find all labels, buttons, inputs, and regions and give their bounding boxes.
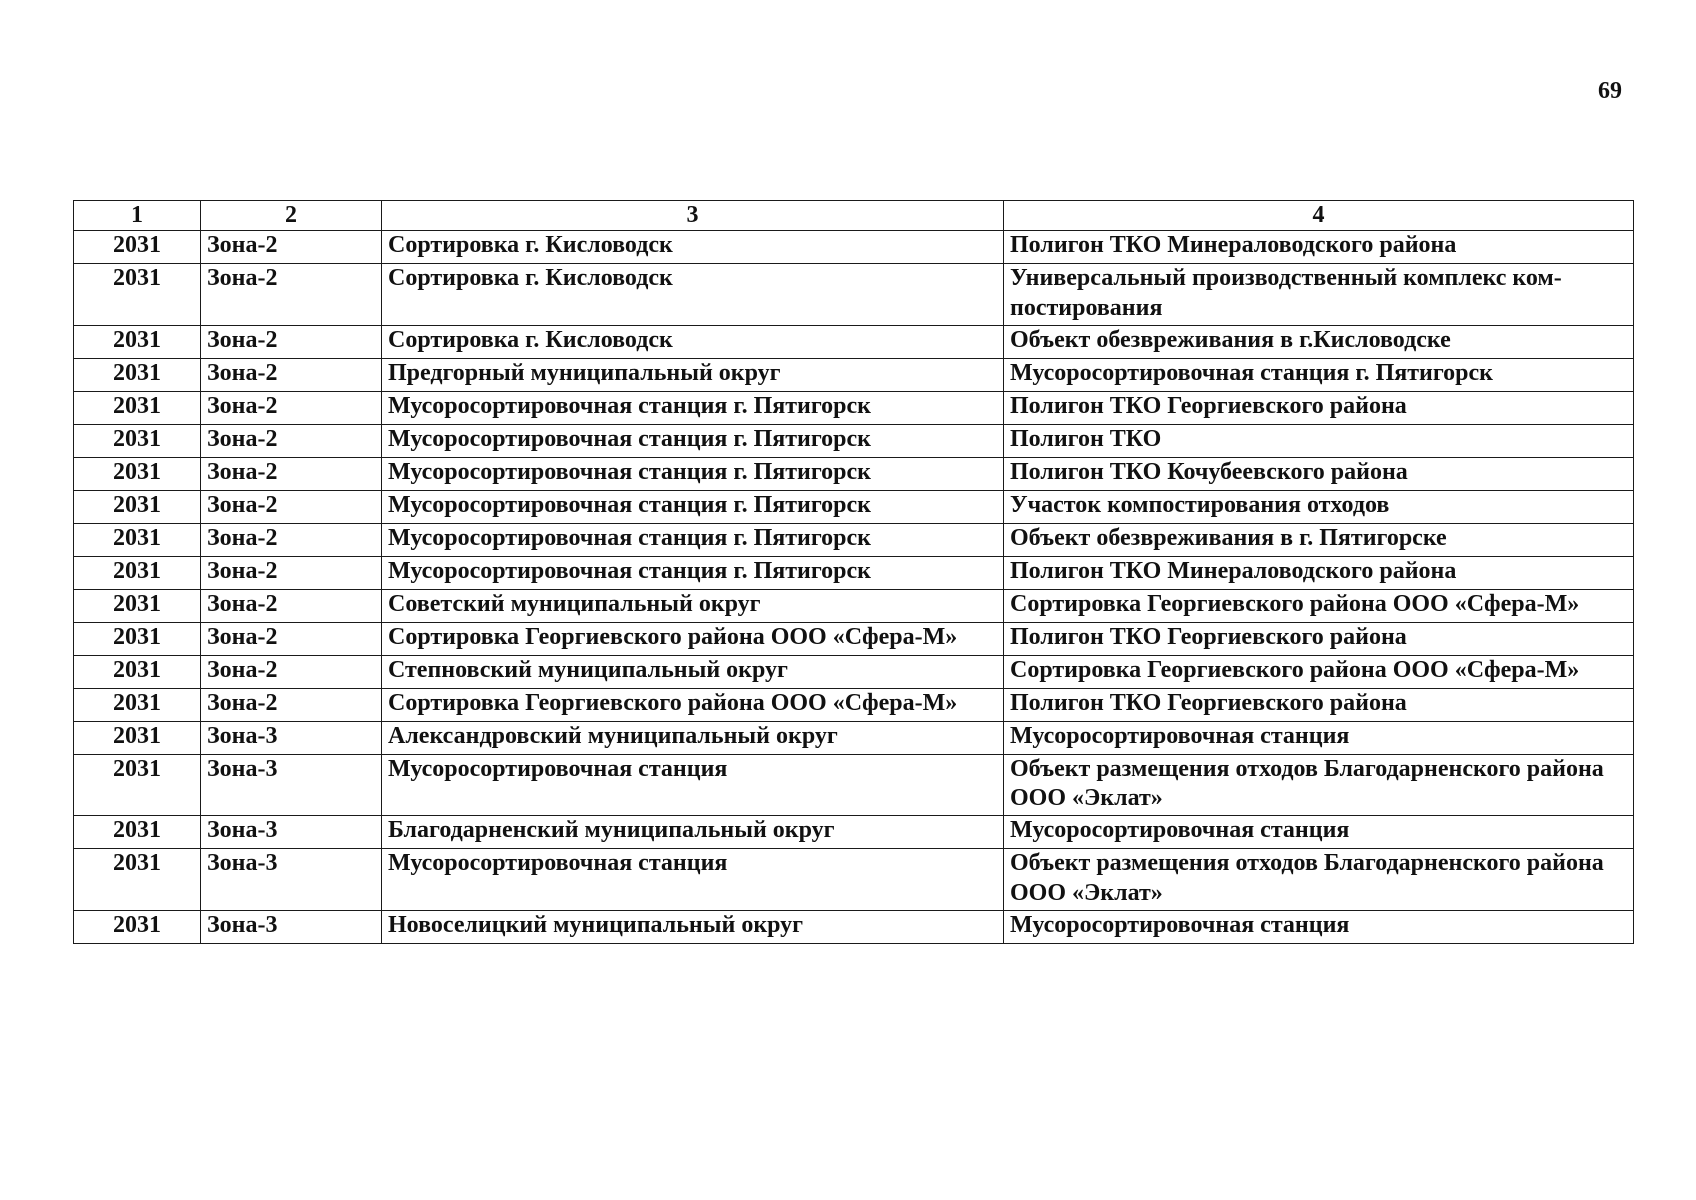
- table-row: [74, 391, 1634, 424]
- zone-cell: Зона-2: [201, 622, 382, 655]
- table-row: [74, 457, 1634, 490]
- table-row: [74, 589, 1634, 622]
- zone-cell: Зона-2: [201, 688, 382, 721]
- destination-cell: Полигон ТКО Георгиевского района: [1004, 391, 1634, 424]
- source-cell: Мусоросортировочная станция г. Пятигорск: [382, 490, 1004, 523]
- destination-cell: Полигон ТКО Георгиевского района: [1004, 622, 1634, 655]
- header-col-2: 2: [201, 201, 382, 231]
- zone-cell: Зона-2: [201, 556, 382, 589]
- destination-cell: Сортировка Георгиевского района ООО «Сфера-М»: [1004, 655, 1634, 688]
- zone-cell: Зона-3: [201, 721, 382, 754]
- zone-cell: Зона-2: [201, 655, 382, 688]
- destination-cell: Объект обезвреживания в г. Пятигорске: [1004, 523, 1634, 556]
- destination-cell: Универсальный производственный комплекс ком-постирования: [1004, 264, 1634, 326]
- source-cell: Мусоросортировочная станция: [382, 849, 1004, 911]
- zone-cell: Зона-2: [201, 523, 382, 556]
- header-row: [74, 201, 1634, 231]
- table-row: [74, 721, 1634, 754]
- year-cell: 2031: [74, 556, 201, 589]
- destination-cell: Полигон ТКО Кочубеевского района: [1004, 457, 1634, 490]
- table-row: [74, 231, 1634, 264]
- source-cell: Новоселицкий муниципальный округ: [382, 910, 1004, 943]
- zone-cell: Зона-3: [201, 816, 382, 849]
- table-row: [74, 264, 1634, 326]
- year-cell: 2031: [74, 849, 201, 911]
- year-cell: 2031: [74, 655, 201, 688]
- table-row: [74, 358, 1634, 391]
- source-cell: Сортировка Георгиевского района ООО «Сфера-М»: [382, 622, 1004, 655]
- zone-cell: Зона-2: [201, 325, 382, 358]
- zone-cell: Зона-2: [201, 391, 382, 424]
- year-cell: 2031: [74, 457, 201, 490]
- zone-cell: Зона-3: [201, 910, 382, 943]
- table-row: [74, 910, 1634, 943]
- table-row: [74, 688, 1634, 721]
- table-row: [74, 325, 1634, 358]
- destination-cell: Мусоросортировочная станция: [1004, 910, 1634, 943]
- year-cell: 2031: [74, 358, 201, 391]
- table-row: [74, 523, 1634, 556]
- destination-cell: Мусоросортировочная станция: [1004, 816, 1634, 849]
- destination-cell: Мусоросортировочная станция: [1004, 721, 1634, 754]
- year-cell: 2031: [74, 490, 201, 523]
- year-cell: 2031: [74, 424, 201, 457]
- year-cell: 2031: [74, 721, 201, 754]
- destination-cell: Объект размещения отходов Благодарненского района ООО «Эклат»: [1004, 754, 1634, 816]
- header-col-4: 4: [1004, 201, 1634, 231]
- year-cell: 2031: [74, 622, 201, 655]
- zone-cell: Зона-2: [201, 358, 382, 391]
- table-row: [74, 849, 1634, 911]
- destination-cell: Сортировка Георгиевского района ООО «Сфера-М»: [1004, 589, 1634, 622]
- table-row: [74, 816, 1634, 849]
- source-cell: Мусоросортировочная станция г. Пятигорск: [382, 424, 1004, 457]
- source-cell: Сортировка г. Кисловодск: [382, 325, 1004, 358]
- source-cell: Степновский муниципальный округ: [382, 655, 1004, 688]
- source-cell: Мусоросортировочная станция: [382, 754, 1004, 816]
- source-cell: Сортировка Георгиевского района ООО «Сфера-М»: [382, 688, 1004, 721]
- destination-cell: Участок компостирования отходов: [1004, 490, 1634, 523]
- zone-cell: Зона-2: [201, 424, 382, 457]
- destination-cell: Объект обезвреживания в г.Кисловодске: [1004, 325, 1634, 358]
- year-cell: 2031: [74, 391, 201, 424]
- table-header: [74, 201, 1634, 231]
- header-col-3: 3: [382, 201, 1004, 231]
- destination-cell: Полигон ТКО Минераловодского района: [1004, 556, 1634, 589]
- zone-cell: Зона-2: [201, 457, 382, 490]
- table-body: [74, 231, 1634, 944]
- destination-cell: Полигон ТКО Георгиевского района: [1004, 688, 1634, 721]
- destination-cell: Объект размещения отходов Благодарненского района ООО «Эклат»: [1004, 849, 1634, 911]
- source-cell: Сортировка г. Кисловодск: [382, 264, 1004, 326]
- destination-cell: Мусоросортировочная станция г. Пятигорск: [1004, 358, 1634, 391]
- year-cell: 2031: [74, 754, 201, 816]
- year-cell: 2031: [74, 589, 201, 622]
- page-number: 69: [1598, 78, 1622, 104]
- year-cell: 2031: [74, 688, 201, 721]
- source-cell: Мусоросортировочная станция г. Пятигорск: [382, 391, 1004, 424]
- destination-cell: Полигон ТКО Минераловодского района: [1004, 231, 1634, 264]
- routes-table: [73, 200, 1634, 944]
- year-cell: 2031: [74, 231, 201, 264]
- zone-cell: Зона-2: [201, 589, 382, 622]
- source-cell: Мусоросортировочная станция г. Пятигорск: [382, 457, 1004, 490]
- zone-cell: Зона-3: [201, 849, 382, 911]
- zone-cell: Зона-2: [201, 264, 382, 326]
- header-col-1: 1: [74, 201, 201, 231]
- destination-cell: Полигон ТКО: [1004, 424, 1634, 457]
- year-cell: 2031: [74, 264, 201, 326]
- zone-cell: Зона-2: [201, 231, 382, 264]
- table-row: [74, 754, 1634, 816]
- table-row: [74, 490, 1634, 523]
- source-cell: Сортировка г. Кисловодск: [382, 231, 1004, 264]
- table-row: [74, 556, 1634, 589]
- year-cell: 2031: [74, 523, 201, 556]
- source-cell: Александровский муниципальный округ: [382, 721, 1004, 754]
- year-cell: 2031: [74, 816, 201, 849]
- year-cell: 2031: [74, 910, 201, 943]
- table-row: [74, 622, 1634, 655]
- zone-cell: Зона-3: [201, 754, 382, 816]
- table-row: [74, 655, 1634, 688]
- source-cell: Предгорный муниципальный округ: [382, 358, 1004, 391]
- table-row: [74, 424, 1634, 457]
- year-cell: 2031: [74, 325, 201, 358]
- source-cell: Благодарненский муниципальный округ: [382, 816, 1004, 849]
- source-cell: Мусоросортировочная станция г. Пятигорск: [382, 556, 1004, 589]
- source-cell: Мусоросортировочная станция г. Пятигорск: [382, 523, 1004, 556]
- source-cell: Советский муниципальный округ: [382, 589, 1004, 622]
- zone-cell: Зона-2: [201, 490, 382, 523]
